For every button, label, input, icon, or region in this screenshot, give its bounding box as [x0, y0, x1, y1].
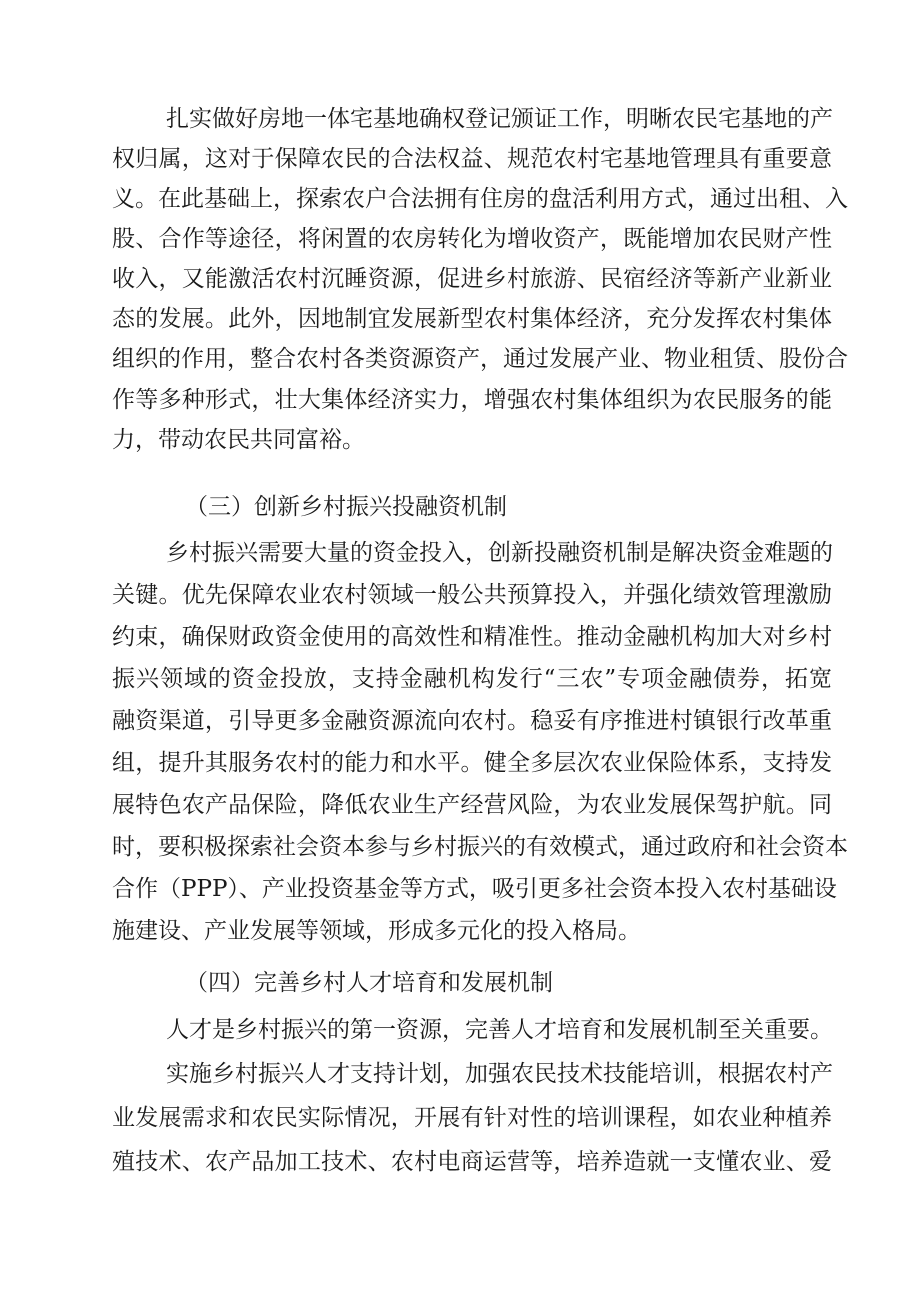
paragraph-line: 殖技术、农产品加工技术、农村电商运营等，培养造就一支懂农业、爱 — [112, 1149, 832, 1175]
paragraph-line: 义。在此基础上，探索农户合法拥有住房的盘活利用方式，通过出租、入 — [112, 186, 848, 212]
paragraph-line: 人才是乡村振兴的第一资源，完善人才培育和发展机制至关重要。 — [166, 1017, 833, 1043]
section-heading: （四）完善乡村人才培育和发展机制 — [185, 970, 553, 996]
paragraph-line: 业发展需求和农民实际情况，开展有针对性的培训课程，如农业种植养 — [112, 1105, 832, 1131]
paragraph-line: 合作（PPP）、产业投资基金等方式，吸引更多社会资本投入农村基础设 — [112, 876, 837, 902]
paragraph-line: 融资渠道，引导更多金融资源流向农村。稳妥有序推进村镇银行改革重 — [112, 708, 832, 734]
paragraph-line: 收入，又能激活农村沉睡资源，促进乡村旅游、民宿经济等新产业新业 — [112, 266, 832, 292]
paragraph-line: 作等多种形式，壮大集体经济实力，增强农村集体组织为农民服务的能 — [112, 387, 832, 413]
paragraph-line: 施建设、产业发展等领域，形成多元化的投入格局。 — [112, 918, 641, 944]
paragraph-line: 扎实做好房地一体宅基地确权登记颁证工作，明晰农民宅基地的产 — [166, 106, 833, 132]
paragraph-line: 关键。优先保障农业农村领域一般公共预算投入，并强化绩效管理激励 — [112, 582, 832, 608]
paragraph-line: 权归属，这对于保障农民的合法权益、规范农村宅基地管理具有重要意 — [112, 146, 832, 172]
paragraph-line: 展特色农产品保险，降低农业生产经营风险，为农业发展保驾护航。同 — [112, 792, 832, 818]
paragraph-line: 组织的作用，整合农村各类资源资产，通过发展产业、物业租赁、股份合 — [112, 346, 848, 372]
paragraph-line: 时，要积极探索社会资本参与乡村振兴的有效模式，通过政府和社会资本 — [112, 834, 848, 860]
paragraph-line: 约束，确保财政资金使用的高效性和精准性。推动金融机构加大对乡村 — [112, 624, 832, 650]
paragraph-line: 组，提升其服务农村的能力和水平。健全多层次农业保险体系，支持发 — [112, 750, 832, 776]
paragraph-line: 振兴领域的资金投放，支持金融机构发行“三农”专项金融债券，拓宽 — [112, 666, 832, 692]
paragraph-line: 力，带动农民共同富裕。 — [112, 427, 365, 453]
paragraph-line: 股、合作等途径，将闲置的农房转化为增收资产，既能增加农民财产性 — [112, 226, 832, 252]
paragraph-line: 实施乡村振兴人才支持计划，加强农民技术技能培训，根据农村产 — [166, 1061, 833, 1087]
paragraph-line: 态的发展。此外，因地制宜发展新型农村集体经济，充分发挥农村集体 — [112, 306, 832, 332]
paragraph-line: 乡村振兴需要大量的资金投入，创新投融资机制是解决资金难题的 — [166, 540, 833, 566]
section-heading: （三）创新乡村振兴投融资机制 — [185, 494, 507, 520]
